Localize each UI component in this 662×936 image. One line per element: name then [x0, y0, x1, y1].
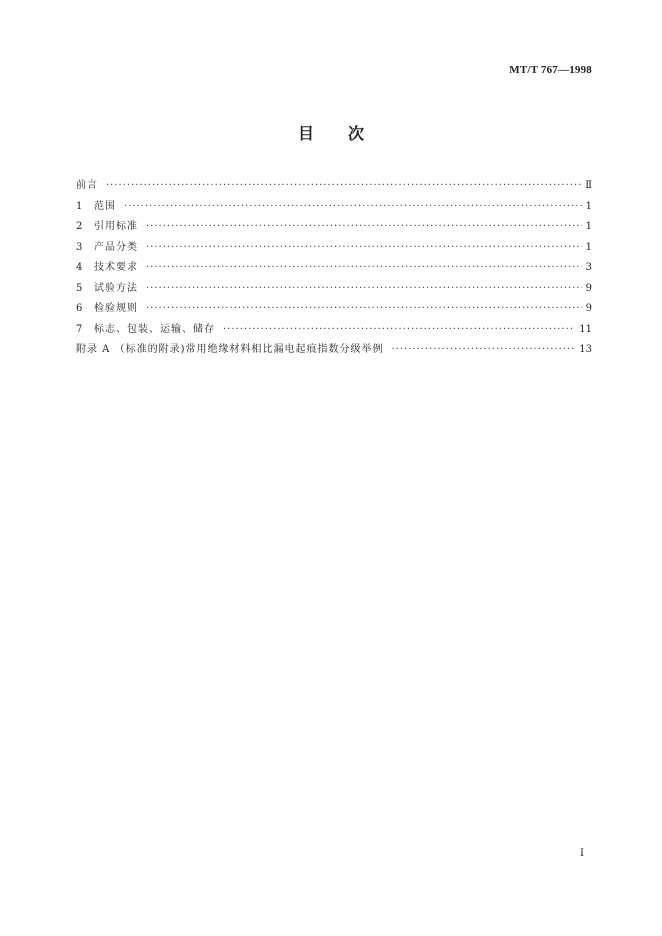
- toc-dot-leader: [146, 283, 582, 294]
- toc-entry-label: 附录 A （标准的附录)常用绝缘材料相比漏电起痕指数分级举例: [76, 344, 384, 355]
- toc-page-number: 3: [585, 262, 592, 273]
- toc-entry-label: 2 引用标准: [76, 221, 138, 232]
- toc-dot-leader: [391, 344, 575, 355]
- toc-page-number: 1: [585, 200, 592, 212]
- toc-entry-product-classification[interactable]: [76, 238, 592, 259]
- toc-entry-test-methods[interactable]: [76, 279, 592, 300]
- toc-dot-leader: [146, 221, 582, 232]
- toc-section-number: 1: [76, 200, 83, 212]
- toc-section-number: 2: [76, 221, 83, 232]
- toc-section-number: 4: [76, 262, 83, 273]
- toc-page-number: 1: [585, 221, 592, 232]
- toc-section-number: 3: [76, 241, 83, 253]
- toc-dot-leader: [124, 201, 582, 212]
- toc-entry-appendix-a[interactable]: [76, 340, 592, 361]
- toc-entry-label: 7 标志、包装、运输、储存: [76, 323, 215, 335]
- toc-entry-label: 1 范围: [76, 200, 116, 212]
- standard-code: MT/T 767—1998: [509, 64, 592, 76]
- toc-page-number: 13: [579, 344, 592, 355]
- toc-page-number: 9: [585, 282, 592, 294]
- toc-entry-technical-requirements[interactable]: [76, 258, 592, 279]
- toc-entry-label: 5 试验方法: [76, 282, 138, 294]
- toc-page-number: 1: [585, 241, 592, 253]
- toc-entry-scope[interactable]: [76, 197, 592, 218]
- toc-entry-label: 4 技术要求: [76, 262, 138, 273]
- toc-dot-leader: [106, 180, 581, 191]
- toc-entry-marking-packaging[interactable]: [76, 320, 592, 341]
- page-number: I: [580, 848, 584, 859]
- toc-dot-leader: [146, 303, 582, 314]
- toc-entry-inspection-rules[interactable]: [76, 299, 592, 320]
- page-title: 目次: [297, 124, 398, 143]
- toc-page-number: Ⅱ: [585, 180, 592, 191]
- toc-section-number: 5: [76, 282, 83, 294]
- toc-entry-label: 6 检验规则: [76, 303, 138, 314]
- table-of-contents: [76, 176, 592, 361]
- toc-page-number: 9: [585, 303, 592, 314]
- toc-entry-label: 前言: [76, 180, 98, 191]
- toc-dot-leader: [223, 324, 575, 335]
- toc-entry-foreword[interactable]: [76, 176, 592, 197]
- toc-dot-leader: [146, 242, 582, 253]
- toc-dot-leader: [146, 262, 582, 273]
- toc-section-number: 6: [76, 303, 83, 314]
- toc-entry-label: 3 产品分类: [76, 241, 138, 253]
- toc-entry-normative-references[interactable]: [76, 217, 592, 238]
- toc-section-number: 7: [76, 323, 83, 335]
- toc-page-number: 11: [579, 323, 592, 335]
